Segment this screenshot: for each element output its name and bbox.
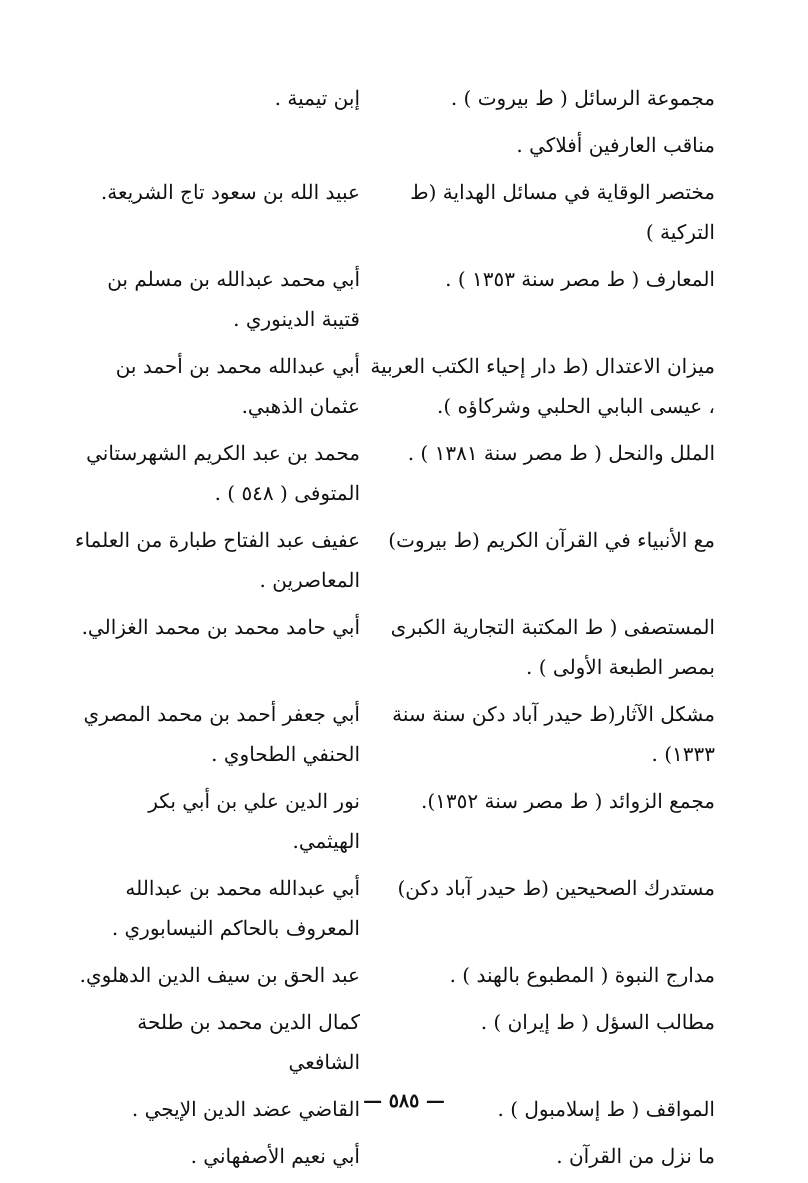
list-item	[75, 694, 715, 774]
entry-title: المعارف ( ط مصر سنة ١٣٥٣ ) .	[445, 267, 715, 291]
list-item	[75, 781, 715, 861]
entry-title: مطالب السؤل ( ط إيران ) .	[480, 1010, 715, 1034]
entry-author: كمال الدين محمد بن طلحة الشافعي	[137, 1010, 360, 1074]
entry-title: مناقب العارفين أفلاكي .	[516, 133, 715, 157]
entry-title: مشكل الآثار(ط حيدر آباد دكن سنة سنة ١٣٣٣) .	[392, 702, 715, 766]
entry-title: ما نزل من القرآن .	[556, 1144, 715, 1168]
entry-author: إبن تيمية .	[274, 86, 360, 110]
entry-author: أبي عبدالله محمد بن عبدالله المعروف بالحاكم النيسابوري .	[111, 876, 360, 940]
list-item	[75, 520, 715, 600]
entry-author: أبي جعفر أحمد بن محمد المصري الحنفي الطحاوي .	[83, 702, 360, 766]
list-item	[75, 433, 715, 513]
entry-title: مستدرك الصحيحين (ط حيدر آباد دكن)	[397, 876, 715, 900]
list-item	[75, 868, 715, 948]
entry-author: عفيف عبد الفتاح طبارة من العلماء المعاصرين .	[75, 528, 360, 592]
list-item	[75, 346, 715, 426]
entry-title: مجموعة الرسائل ( ط بيروت ) .	[450, 86, 715, 110]
entry-author: القاضي عضد الدين الإيجي .	[131, 1097, 360, 1121]
list-item	[75, 607, 715, 687]
entry-title: ميزان الاعتدال (ط دار إحياء الكتب العربية ، عيسى البابي الحلبي وشركاؤه ).	[370, 354, 715, 418]
list-item	[75, 1002, 715, 1082]
list-item	[75, 259, 715, 339]
entry-title: المواقف ( ط إسلامبول ) .	[497, 1097, 715, 1121]
entry-author: أبي عبدالله محمد بن أحمد بن عثمان الذهبي.	[115, 354, 360, 418]
list-item	[75, 172, 715, 252]
list-item	[75, 955, 715, 995]
entry-author: أبي نعيم الأصفهاني .	[190, 1144, 360, 1168]
entry-title: المستصفى ( ط المكتبة التجارية الكبرى بمصر الطبعة الأولى ) .	[390, 615, 715, 679]
entry-title: مجمع الزوائد ( ط مصر سنة ١٣٥٢).	[421, 789, 715, 813]
entry-title: مختصر الوقاية في مسائل الهداية (ط التركية )	[410, 180, 715, 244]
entry-title: مدارج النبوة ( المطبوع بالهند ) .	[449, 963, 715, 987]
entry-author: عبيد الله بن سعود تاج الشريعة.	[100, 180, 360, 204]
bibliography-list	[75, 78, 715, 1183]
entry-title: الملل والنحل ( ط مصر سنة ١٣٨١ ) .	[407, 441, 715, 465]
entry-author: نور الدين علي بن أبي بكر الهيثمي.	[148, 789, 360, 853]
entry-title: مع الأنبياء في القرآن الكريم (ط بيروت)	[388, 528, 715, 552]
entry-author: محمد بن عبد الكريم الشهرستاني المتوفى ( ٥٤٨ ) .	[86, 441, 360, 505]
page-number: — ٥٨٥ —	[363, 1090, 445, 1112]
entry-author: عبد الحق بن سيف الدين الدهلوي.	[79, 963, 360, 987]
entry-author: أبي محمد عبدالله بن مسلم بن قتيبة الدينوري .	[107, 267, 360, 331]
list-item	[75, 125, 715, 165]
list-item	[75, 1136, 715, 1176]
list-item	[75, 78, 715, 118]
entry-author: أبي حامد محمد بن محمد الغزالي.	[81, 615, 360, 639]
